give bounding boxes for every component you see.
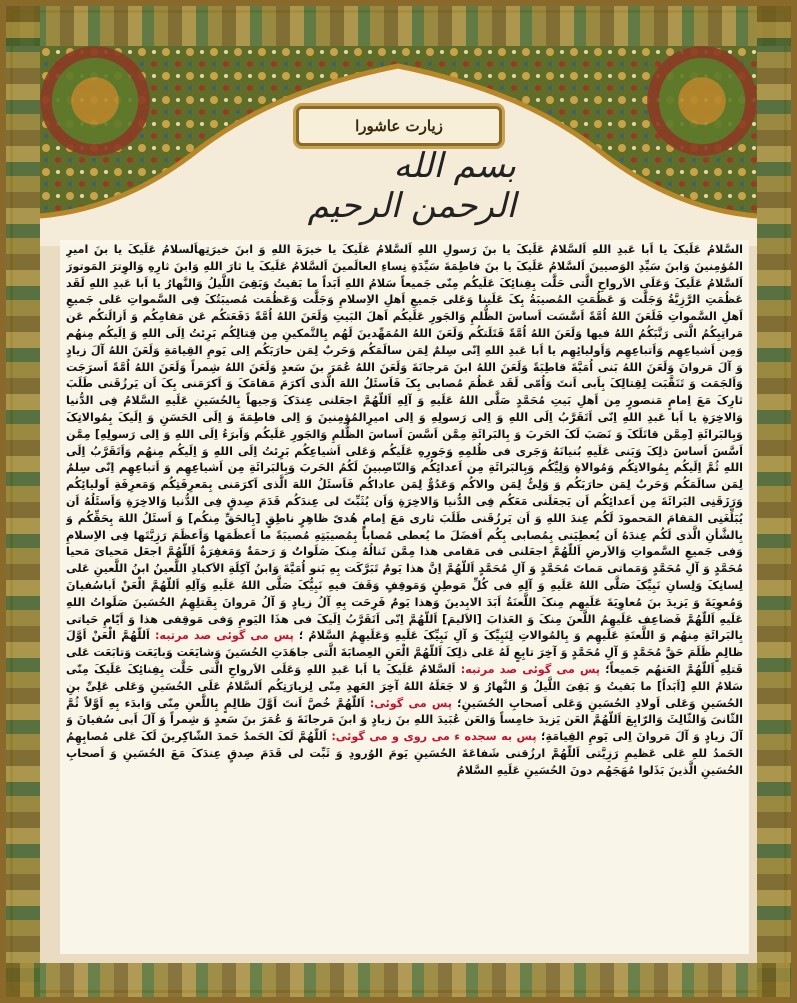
page-title: زیارت عاشورا	[355, 117, 443, 135]
top-tile-border	[6, 6, 791, 46]
recitation-4: اَللّهُمَّ لَکَ الحَمدُ حَمدَ الشّاکِرینَ لَکَ عَلی مُصابِهِمُ الحَمدُ للهِ عَلی عَظیمِ رَزِیَّتی اَللّهُمَّ ارزُقنی شَفاعَةَ الحُسَینِ یَومَ الوُرودِ وَ ثَبِّت لی قَدَمَ صِدقٍ عِندَکَ مَعَ الحُسَینِ وَ اَصحابِ الحُسَینِ الَّذینَ بَذَلوا مُهَجَهُم دونَ الحُسَینِ عَلَیهِ السَّلامُ	[66, 730, 743, 777]
recitation-2: اَلسَّلامُ عَلَیکَ یا اَبا عَبدِ اللهِ وَعَلَی الاَرواحِ الَّتی حَلَّت بِفِنائِکَ عَلَیکَ مِنّی سَلامُ اللهِ [اَبَداً] ما بَقیتُ وَ بَقِیَ اللَّیلُ وَ النَّهارُ وَ لا جَعَلَهُ اللهُ آخِرَ العَهدِ مِنّی لِزیارَتِکُم اَلسَّلامُ عَلَی الحُسَینِ وَعَلی عَلِیِّ بنِ الحُسَینِ وَعَلی اَولادِ الحُسَینِ وَعَلی اَصحابِ الحُسَینِ؛	[66, 662, 743, 710]
recitation-3: اَللّهُمَّ خُصَّ اَنتَ اَوَّلَ ظالِمٍ بِاللَّعنِ مِنّی وَابدَء بِهِ اَوَّلاً ثُمَّ الثّانیَ وَالثّالِثَ وَالرّابِعَ اَللّهُمَّ العَن یَزیدَ خامِساً وَالعَن عُبَیدَ اللهِ بنَ زیادٍ وَ ابنَ مَرجانَةَ وَ عُمَرَ بنَ سَعدٍ وَ شِمراً وَ آلَ اَبی سُفیانَ وَ آلَ زیادٍ وَ آلَ مَروانَ اِلی یَومِ القِیامَةِ؛	[66, 696, 743, 744]
instruction-1: پس می گوئی صد مرتبه:	[149, 629, 294, 643]
instruction-2: پس می گوئی صد مرتبه:	[455, 662, 600, 676]
corner-medallion-left	[40, 46, 150, 156]
basmala-text: بسم الله الرحمن الرحیم	[307, 146, 516, 226]
left-tile-border	[6, 6, 40, 997]
basmala-calligraphy	[286, 146, 516, 226]
ziyarat-text	[66, 242, 743, 952]
right-tile-border	[757, 6, 791, 997]
instruction-4: پس به سجده ء می روی و می گوئی:	[326, 730, 537, 744]
recitation-1: اَللّهُمَّ الْعَنْ اَوَّلَ ظالِمٍ ظَلَمَ حَقَّ مُحَمَّدٍ وَ آلِ مُحَمَّدٍ وَ آخِرَ تابِعٍ لَهُ عَلی ذلِکَ اَللّهُمَّ الْعَنِ العِصابَةَ الَّتی جاهَدَتِ الحُسَینَ وَشایَعَت وَبایَعَت وَتابَعَت عَلی قَتلِهِ اَللّهُمَّ العَنهُم جَمیعاً؛	[66, 629, 743, 676]
main-paragraph: السَّلامُ عَلَیکَ یا اَبا عَبدِ اللهِ اَلسَّلامُ عَلَیکَ یا بنَ رَسولِ اللهِ اَلسَّلامُ عَلَیکَ یا خیرَةَ اللهِ وَ ابنَ خیرَتِهاَلسلامُ عَلَیکَ یا بنَ امیرِ المُؤمِنینَ وَابنَ سَیِّدِ الوَصیینَ اَلسَّلامُ عَلَیکَ یا بنَ فاطِمَةَ سَیِّدَةِ نِساءِ العالَمینَ اَلسَّلامُ عَلَیکَ یا ثارَ اللهِ وَابنَ ثارِهِ وَالوِترَ المَوتورَ اَلسَّلامُ عَلَیکَ وَعَلَی الاَرواحِ الَّتی حَلَّت بِفِنائِکَ عَلَیکُم مِنّی جَمیعاً سَلامُ اللهِ اَبَداً ما بَقیتُ وَبَقِیَ اللَّیلُ وَالنَّهارُ یا اَبا عَبدِ اللهِ لَقَد عَظُمَتِ الرَّزِیَّةُ وَجَلَّت وَ عَظُمَتِ المُصیبَةُ بِکَ عَلَینا وَعَلی جَمیعِ اَهلِ الاِسلامِ وَجَلَّت وَعَظُمَت مُصیبَتُکَ فِی السَّمواتِ عَلی جَمیعِ اَهلِ السَّمواتِ فَلَعَنَ اللهُ اُمَّةً اَسَّسَت اَساسَ الظُّلمِ وَالجَورِ عَلَیکُم اَهلَ البَیتِ وَلَعَنَ اللهُ اُمَّةً دَفَعَتکُم عَن مَقامِکُم وَ اَزالَتکُم عَن مَراتِبِکُمُ الَّتی رَتَّبَکُمُ اللهُ فیها وَلَعَنَ اللهُ اُمَّةً قَتَلَتکُم وَلَعَنَ اللهُ المُمَهِّدینَ لَهُم بِالتَّمکینِ مِن قِتالِکُم بَرِئتُ اِلَی اللهِ وَ اِلَیکُم مِنهُم وَمِن اَشیاعِهِم وَاَتباعِهِم وَاَولیائِهِم یا اَبا عَبدِ اللهِ اِنّی سِلمٌ لِمَن سالَمَکُم وَحَربٌ لِمَن حارَبَکُم اِلی یَومِ القِیامَةِ وَلَعَنَ اللهُ آلَ زیادٍ وَ آلَ مَروانَ وَلَعَنَ اللهُ بَنی اُمَیَّةَ قاطِبَةً وَلَعَنَ اللهُ ابنَ مَرجانَةَ وَلَعَنَ اللهُ عُمَرَ بنَ سَعدٍ وَلَعَنَ اللهُ شِمراً وَلَعَنَ اللهُ اُمَّةً اَسرَجَت وَاَلجَمَت وَ تَنَقَّبَت لِقِتالِکَ بِاَبی اَنتَ وَاُمّی لَقَد عَظُمَ مُصابی بِکَ فَاَسئَلُ اللهَ الَّذی اَکرَمَ مَقامَکَ وَ اَکرَمَنی بِکَ اَن یَرزُقَنی طَلَبَ ثارِکَ مَعَ اِمامٍ مَنصورٍ مِن اَهلِ بَیتِ مُحَمَّدٍ صَلَّی اللهُ عَلَیهِ وَ آلِهِ اَللّهُمَّ اجعَلنی عِندَکَ وَجیهاً بِالحُسَینِ عَلَیهِ السَّلامُ فِی الدُّنیا وَالاخِرَةِ یا اَبا عَبدِ اللهِ اِنّی اَتَقَرَّبُ اِلَی اللهِ وَ اِلی رَسولِهِ وَ اِلی امیرِالمُؤمِنینَ وَ اِلی فاطِمَةَ وَ اِلَی الحَسَنِ وَ اِلَیکَ بِمُوالاتِکَ وَبِالبَرائَةِ [مِمَّن قاتَلَکَ وَ نَصَبَ لَکَ الحَربَ وَ بِالبَرائَةِ مِمَّن اَسَّسَ اَساسَ الظُّلمِ وَالجَورِ عَلَیکُم وَاَبرَءُ اِلَی اللهِ وَ اِلی رَسولِهِ] مِمَّن اَسَّسَ اَساسَ ذلِکَ وَبَنی عَلَیهِ بُنیانَهُ وَجَری فی ظُلمِهِ وَجَورِهِ عَلَیکُم وَعَلی اَشیاعِکُم بَرِئتُ اِلَی اللهِ وَ اِلَیکُم مِنهُم وَاَتَقَرَّبُ اِلَی اللهِ ثُمَّ اِلَیکُم بِمُوالاتِکُم وَمُوالاةِ وَلِیِّکُم وَبِالبَرائَةِ مِن اَعدائِکُم وَالنّاصِبینَ لَکُمُ الحَربَ وَبِالبَرائَةِ مِن اَشیاعِهِم وَ اَتباعِهِم اِنّی سِلمٌ لِمَن سالَمَکُم وَحَربٌ لِمَن حارَبَکُم وَ وَلِیٌّ لِمَن والاکُم وَعَدُوٌّ لِمَن عاداکُم فَاَسئَلُ اللهَ الَّذی اَکرَمَنی بِمَعرِفَتِکُم وَمَعرِفَةِ اَولیائِکُم وَرَزَقَنِی البَرائَةَ مِن اَعدائِکُم اَن یَجعَلَنی مَعَکُم فِی الدُّنیا وَالاخِرَةِ وَاَن یُثَبِّتَ لی عِندَکُم قَدَمَ صِدقٍ فِی الدُّنیا وَالاخِرَةِ وَاَسئَلُهُ اَن یُبَلِّغَنِی المَقامَ المَحمودَ لَکُم عِندَ اللهِ وَ اَن یَرزُقَنی طَلَبَ ثاری مَعَ اِمامٍ هُدیً ظاهِرٍ ناطِقٍ [بِالحَقِّ مِنکُم] وَ اَسئَلُ اللهَ بِحَقِّکُم وَ بِالشَّأنِ الَّذی لَکُم عِندَهُ اَن یُعطِیَنی بِمُصابی بِکُم اَفضَلَ ما یُعطی مُصاباً بِمُصیبَتِهِ مُصیبَةً ما اَعظَمَها وَاَعظَمَ رَزِیَّتَها فِی الاِسلامِ وَفی جَمیعِ السَّمواتِ وَالاَرضِ اَللّهُمَّ اجعَلنی فی مَقامی هذا مِمَّن تَنالُهُ مِنکَ صَلَواتٌ وَ رَحمَةٌ وَمَغفِرَةٌ اَللّهُمَّ اجعَل مَحیایَ مَحیا مُحَمَّدٍ وَ آلِ مُحَمَّدٍ وَمَماتی مَماتَ مُحَمَّدٍ وَ آلِ مُحَمَّدٍ اَللّهُمَّ اِنَّ هذا یَومٌ تَبَرَّکَت بِهِ بَنو اُمَیَّةَ وَابنُ آکِلَةِ الاَکبادِ اللَّعینُ ابنُ اللَّعینِ عَلی لِسانِکَ وَلِسانِ نَبِیِّکَ صَلَّی اللهُ عَلَیهِ وَ آلِهِ فی کُلِّ مَوطِنٍ وَمَوقِفٍ وَقَفَ فیهِ نَبِیُّکَ صَلَّی اللهُ عَلَیهِ وَآلِهِ اَللّهُمَّ الْعَنْ اَباسُفیانَ وَمُعوِیَةَ وَ یَزیدَ بنَ مُعاوِیَةَ عَلَیهِم مِنکَ اللَّعنَةُ اَبَدَ الابِدینَ وَهذا یَومٌ فَرِحَت بِهِ آلُ زیادٍ وَ آلُ مَروانَ بِقَتلِهِمُ الحُسَینَ صَلَواتُ اللهِ عَلَیهِ اَللّهُمَّ فَضاعِف عَلَیهِمُ اللَّعنَ مِنکَ وَ العَذابَ [الاَلیمَ] اَللّهُمَّ اِنّی اَتَقَرَّبُ اِلَیکَ فی هذَا الیَومِ وَفی مَوقِفی هذا وَ اَیّامِ حَیاتی بِالبَرائَةِ مِنهُم وَ اللَّعنَةِ عَلَیهِم وَ بِالمُوالاتِ لِنَبِیِّکَ وَ آلِ نَبِیِّکَ عَلَیهِ وَعَلَیهِمُ السَّلامُ ؛	[66, 243, 743, 643]
instruction-3: پس می گوئی:	[364, 696, 452, 710]
corner-medallion-right	[647, 46, 757, 156]
title-cartouche	[296, 106, 502, 146]
bottom-tile-border	[6, 963, 791, 997]
